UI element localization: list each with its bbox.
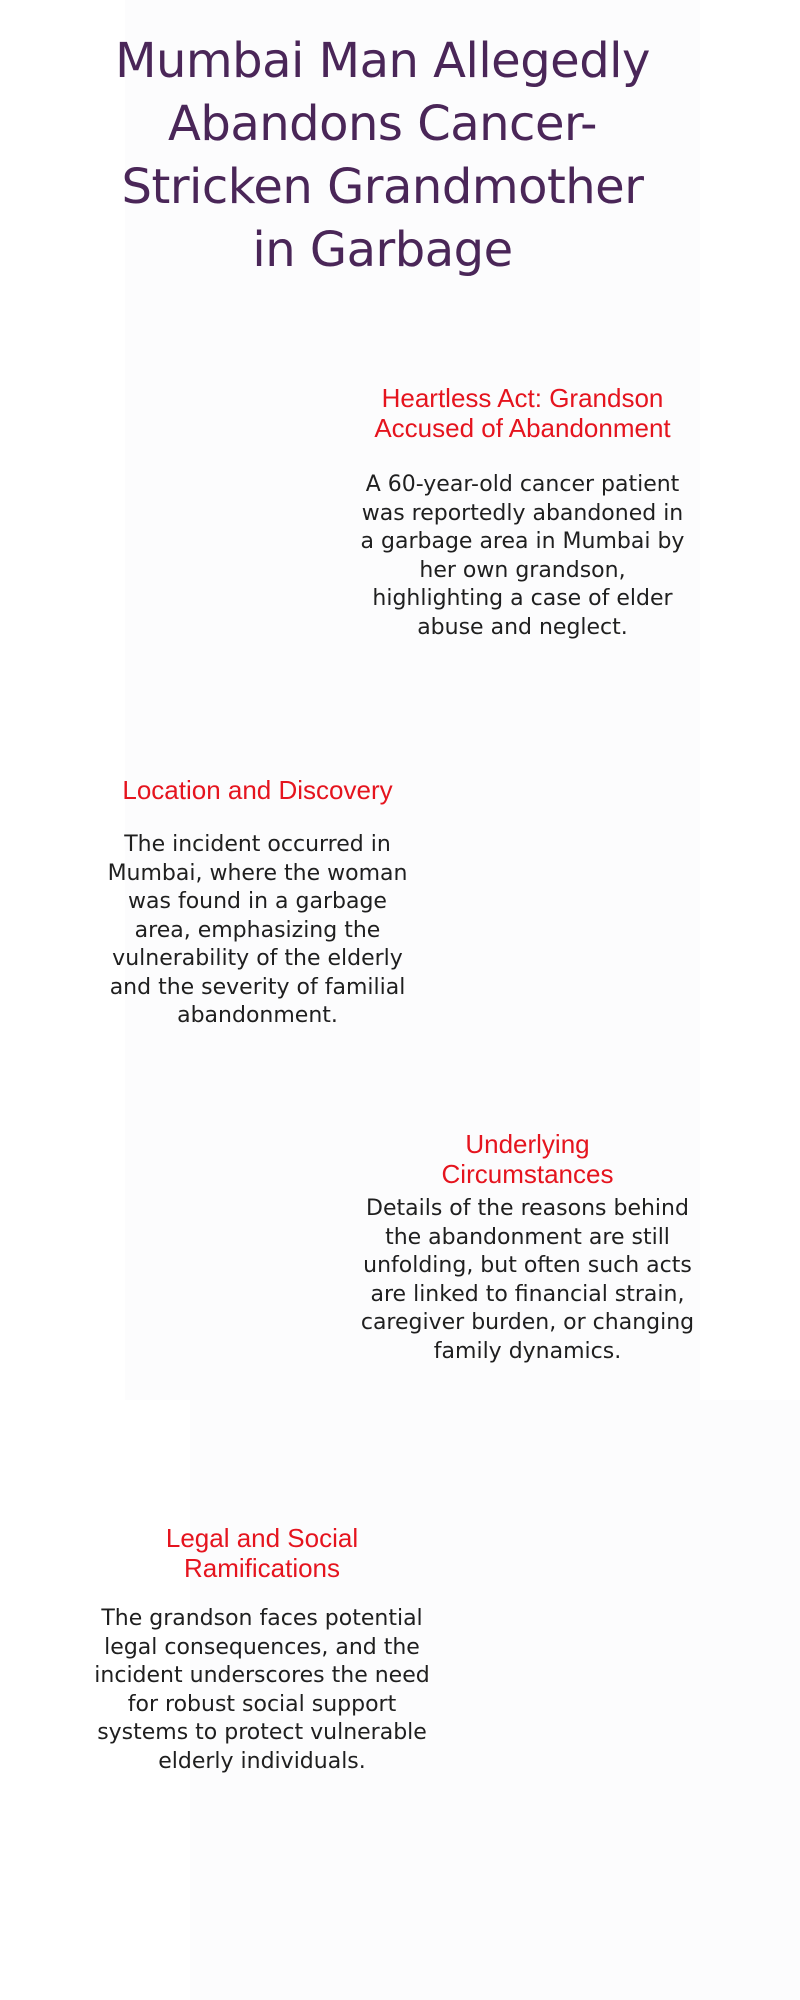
section-heading: Heartless Act: Grandson Accused of Abandonment: [374, 383, 671, 443]
section-body: The grandson faces potential legal consequences, and the incident underscores the need for robust social support systems to protect vulnerable elderly individuals.: [94, 1606, 430, 1774]
section-legal-social: [92, 1523, 432, 1776]
section-heartless-act: [355, 383, 690, 642]
section-heading: Location and Discovery: [122, 775, 393, 805]
section-body: The incident occurred in Mumbai, where the woman was found in a garbage area, emphasizing the vulnerability of the elderly and the severity of familial abandonment.: [107, 832, 408, 1028]
section-body: A 60-year-old cancer patient was reportedly abandoned in a garbage area in Mumbai by her own grandson, highlighting a case of elder abuse and neglect.: [360, 472, 685, 640]
section-underlying-circumstances: [355, 1129, 700, 1366]
section-heading: Legal and Social Ramifications: [165, 1523, 359, 1583]
section-heading: Underlying Circumstances: [441, 1129, 614, 1189]
section-location-discovery: [100, 775, 415, 1031]
section-body: Details of the reasons behind the abandonment are still unfolding, but often such acts are linked to financial strain, caregiver burden, or changing family dynamics.: [360, 1196, 695, 1364]
page-title: Mumbai Man Allegedly Abandons Cancer-Stricken Grandmother in Garbage: [115, 33, 650, 278]
